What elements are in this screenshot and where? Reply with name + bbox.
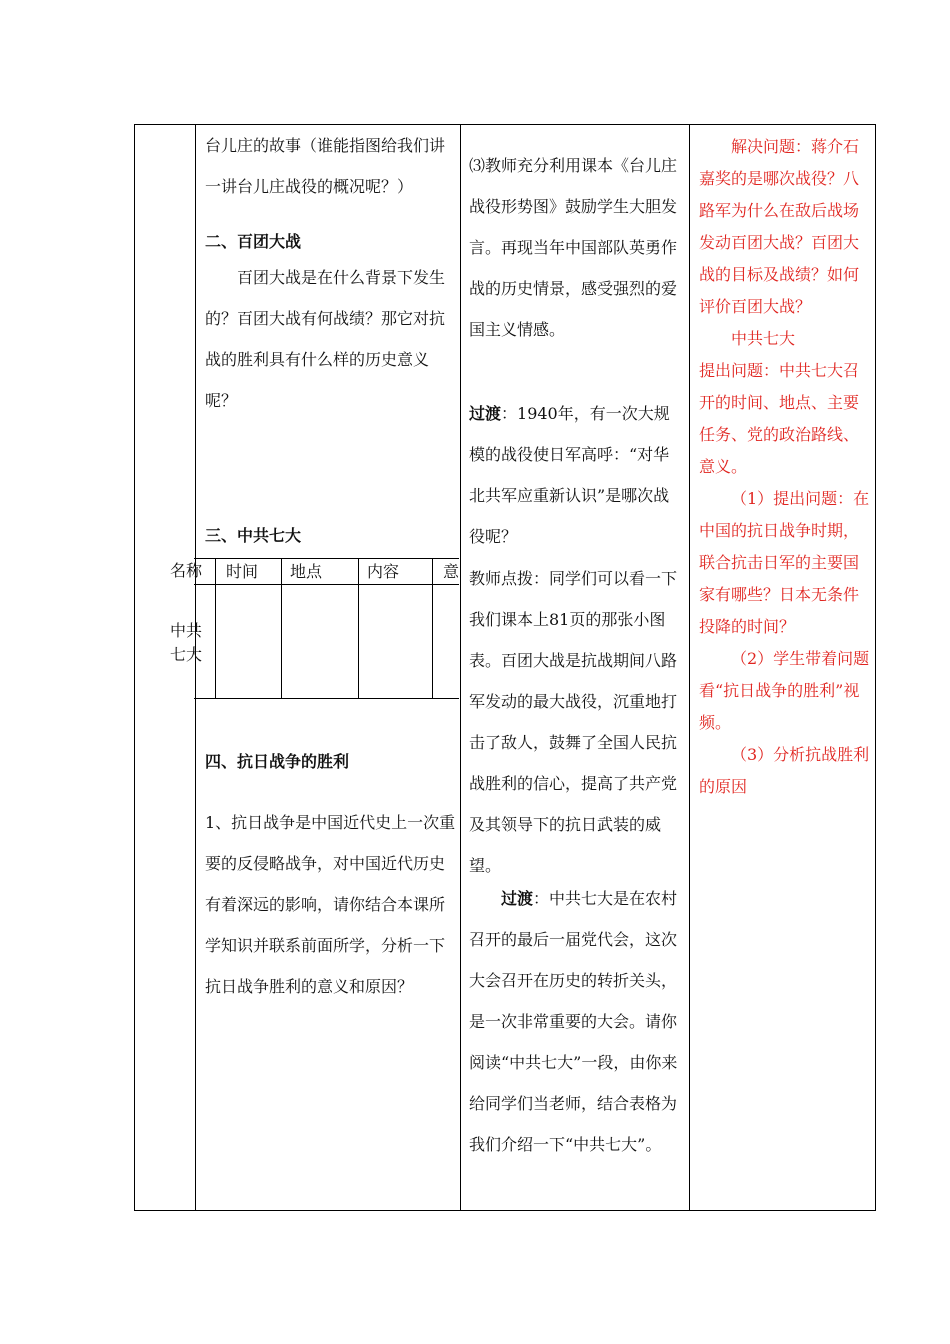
qida-table: [194, 558, 459, 699]
col3-transition-2: [469, 878, 685, 1165]
transition-text: ：中共七大是在农村召开的最后一届党代会，这次大会召开在历史的转折关头，是一次非常重要的大会。请你阅读“中共七大”一段，由你来给同学们当老师，结合表格为我们介绍一下“中共七大”。: [469, 889, 678, 1154]
header-time: 时间: [226, 562, 259, 581]
table-column-line: [432, 559, 433, 698]
transition-label: 过渡: [469, 404, 502, 423]
col4-paragraph-4: （2）学生带着问题看“抗日战争的胜利”视频。: [699, 649, 870, 732]
section-heading-baituan: 二、百团大战: [205, 232, 302, 251]
col2-paragraph-1: 台儿庄的故事（谁能指图给我们讲一讲台儿庄战役的概况呢？）: [205, 136, 446, 196]
col2-paragraph-4: 1、抗日战争是中国近代史上一次重要的反侵略战争，对中国近代历史有着深远的影响，请你结合本课所学知识并联系前面所学，分析一下抗日战争胜利的意义和原因？: [205, 813, 456, 996]
col3-transition-1: [469, 393, 685, 557]
col4-paragraph-3: （1）提出问题：在中国的抗日战争时期，联合抗击日军的主要国家有哪些？日本无条件投降的时间？: [699, 489, 870, 636]
section-heading-victory: 四、抗日战争的胜利: [205, 752, 350, 771]
table-header-divider: [194, 584, 459, 585]
col3-paragraph-1: ⑶教师充分利用课本《台儿庄战役形势图》鼓励学生大胆发言。再现当年中国部队英勇作战的历史情景，感受强烈的爱国主义情感。: [469, 156, 678, 339]
col4-paragraph-1: 解决问题：蒋介石嘉奖的是哪次战役？八路军为什么在敌后战场发动百团大战？百团大战的目标及战绩？如何评价百团大战？: [699, 137, 860, 316]
col2-paragraph-2: 百团大战是在什么背景下发生的？百团大战有何战绩？那它对抗战的胜利具有什么样的历史意义呢？: [205, 268, 446, 410]
col4-paragraph-5: （3）分析抗战胜利的原因: [699, 745, 870, 796]
row-label-qida: 中共七大: [170, 621, 203, 664]
table-column-line: [281, 559, 282, 698]
transition-text: ：1940年，有一次大规模的战役使日军高呼：“对华北共军应重新认识”是哪次战役呢？: [469, 404, 670, 546]
transition-label: 过渡: [501, 889, 534, 908]
header-place: 地点: [290, 562, 323, 581]
column-divider: [460, 125, 461, 1210]
header-name: 名称: [170, 561, 203, 580]
header-meaning: 意: [443, 562, 460, 581]
col4-heading-qida: 中共七大: [731, 329, 796, 348]
col4-paragraph-2: 提出问题：中共七大召开的时间、地点、主要任务、党的政治路线、意义。: [699, 361, 860, 476]
table-column-line: [215, 559, 216, 698]
col3-paragraph-2: 教师点拨：同学们可以看一下我们课本上81页的那张小图表。百团大战是抗战期间八路军发动的最大战役，沉重地打击了敌人，鼓舞了全国人民抗战胜利的信心，提高了共产党及其领导下的抗日武装的威望。: [469, 569, 678, 875]
column-divider: [689, 125, 690, 1210]
header-content: 内容: [367, 562, 400, 581]
section-heading-qida: 三、中共七大: [205, 526, 302, 545]
table-column-line: [358, 559, 359, 698]
